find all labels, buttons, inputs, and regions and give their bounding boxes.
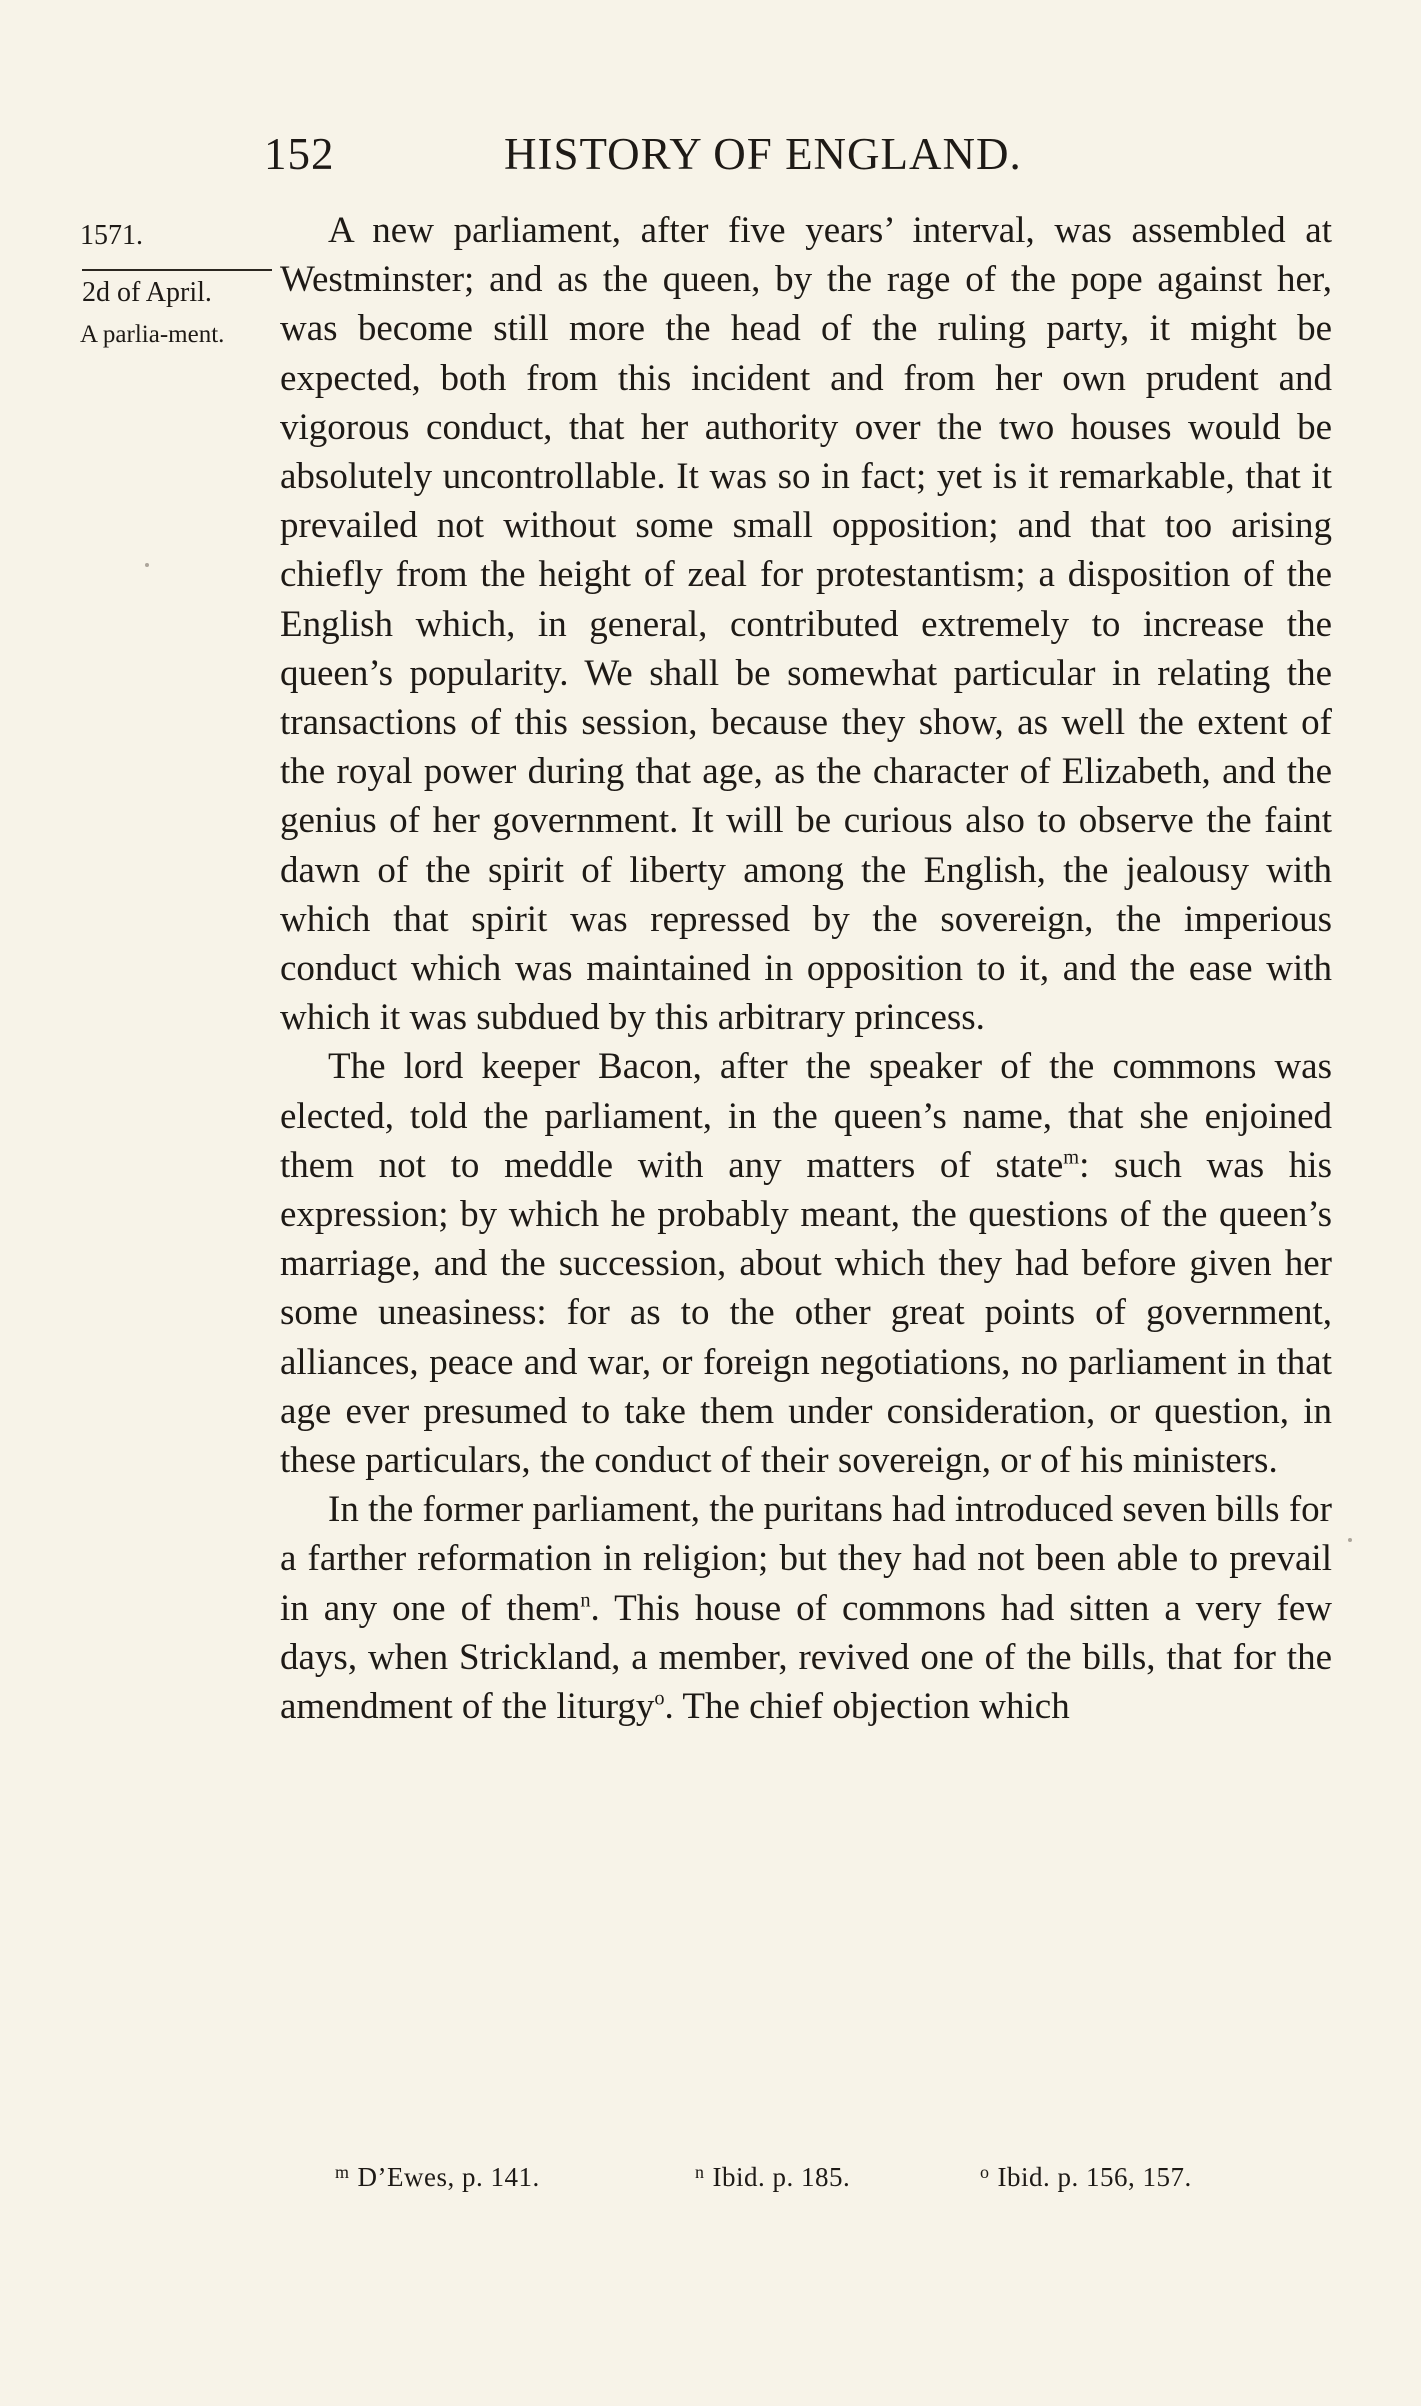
paragraph-2-text-before: The lord keeper Bacon, after the speaker of the commons was elected, told the parliament, in the queen’s name, that she enjoined them not to meddle with any matters of state	[280, 1046, 1332, 1186]
footnote-n	[695, 2162, 850, 2193]
footnote-mark: n	[695, 2162, 705, 2182]
footnote-o	[980, 2162, 1192, 2193]
footnote-reference-m: m	[1063, 1146, 1080, 1169]
footnote-text: Ibid. p. 156, 157.	[997, 2162, 1192, 2192]
footnote-mark: m	[335, 2162, 350, 2182]
footnote-mark: o	[980, 2162, 990, 2182]
main-text	[280, 206, 1332, 1731]
margin-topic-note: A parlia-ment.	[80, 321, 225, 348]
footnote-reference-n: n	[580, 1589, 591, 1612]
footnote-m	[335, 2162, 540, 2193]
paragraph-3	[280, 1485, 1332, 1731]
page-title: HISTORY OF ENGLAND.	[504, 129, 1022, 179]
margin-year: 1571.	[80, 220, 143, 251]
page-number: 152	[264, 129, 335, 179]
paragraph-3-text-middle: . This house of commons had sitten a very few days, when Strickland, a member, revived one of the bills, that for the amendment of the liturgy	[280, 1587, 1332, 1728]
footnote-reference-o: o	[654, 1687, 665, 1710]
footnotes	[335, 2162, 1335, 2198]
footnote-text: D’Ewes, p. 141.	[357, 2162, 540, 2192]
paragraph-1-text: A new parliament, after five years’ interval, was assembled at Westminster; and as the queen, by the rage of the pope against her, was become still more the head of the ruling party, it might be expected, both from this incident and from her own prudent and vigorous conduct, that her authority over the two houses would be absolutely uncontrollable. It was so in fact; yet is it remarkable, that it prevailed not without some small opposition; and that too arising chiefly from the height of zeal for protestantism; a disposition of the English which, in general, contributed extremely to increase the queen’s popularity. We shall be somewhat particular in relating the transactions of this session, because they show, as well the extent of the royal power during that age, as the character of Elizabeth, and the genius of her government. It will be curious also to observe the faint dawn of the spirit of liberty among the English, the jealousy with which that spirit was repressed by the sovereign, the imperious conduct which was maintained in opposition to it, and the ease with which it was subdued by this arbitrary princess.	[280, 210, 1332, 1039]
footnote-text: Ibid. p. 185.	[712, 2162, 851, 2192]
margin-date-note: 2d of April.	[82, 269, 272, 309]
paragraph-1	[280, 206, 1332, 1042]
paragraph-3-text-before: In the former parliament, the puritans had introduced seven bills for a farther reformation in religion; but they had not been able to prevail in any one of them	[280, 1489, 1332, 1629]
paragraph-2	[280, 1042, 1332, 1485]
paragraph-2-text-after: : such was his expression; by which he probably meant, the questions of the queen’s marriage, and the succession, about which they had before given her some uneasiness: for as to the other great points of government, alliances, peace and war, or foreign negotiations, no parliament in that age ever presumed to take them under consideration, or question, in these particulars, the conduct of their sovereign, or of his ministers.	[280, 1144, 1332, 1482]
paper-speck	[1348, 1538, 1352, 1542]
running-head	[264, 128, 1084, 188]
paragraph-3-text-after: . The chief objection which	[664, 1686, 1070, 1728]
paper-speck	[145, 563, 149, 567]
